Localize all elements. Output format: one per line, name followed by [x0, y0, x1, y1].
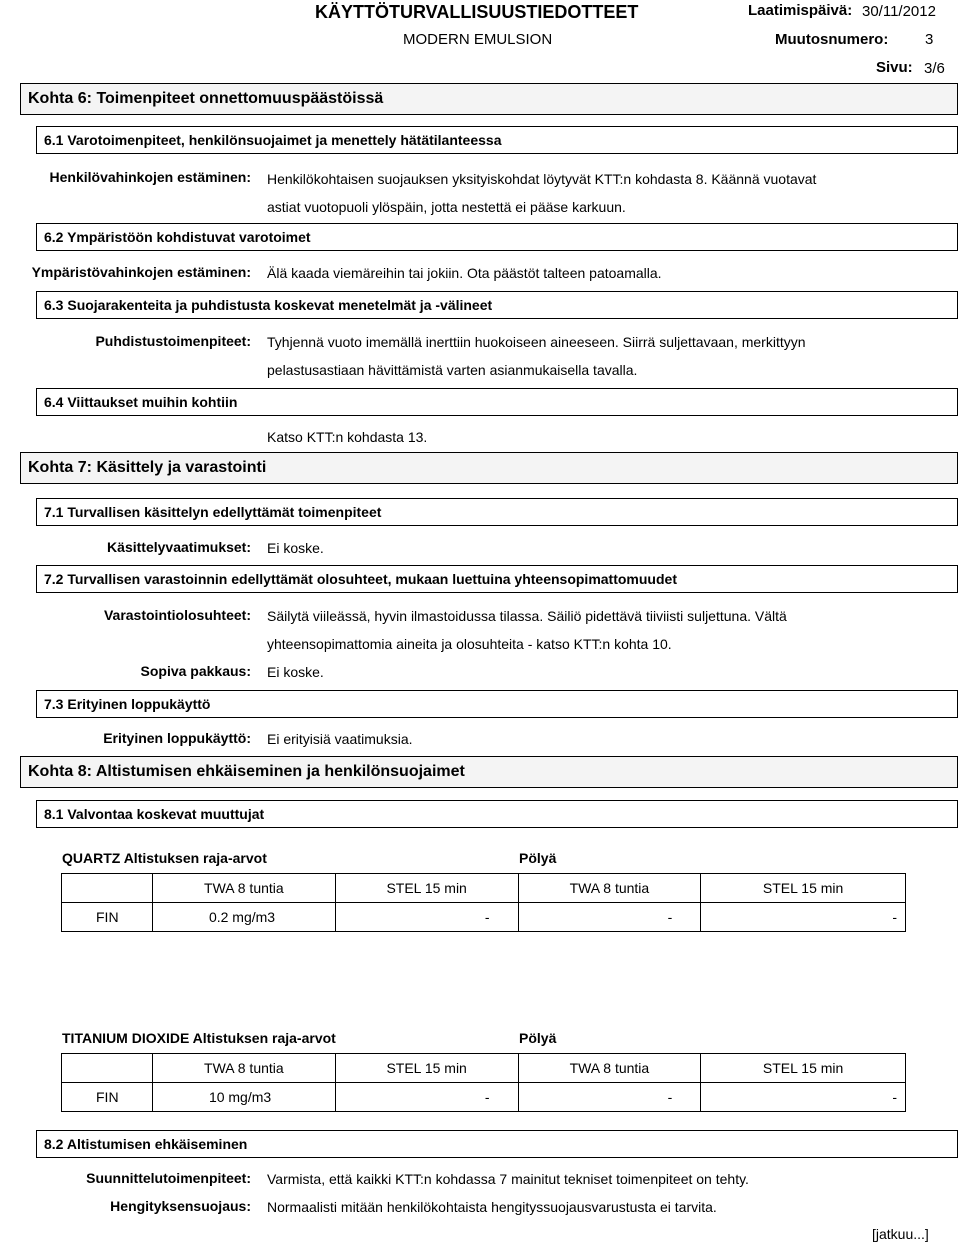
subsection-8-2-header [36, 1130, 958, 1158]
quartz-dust-label: Pölyä [519, 850, 557, 866]
table-cell: - [701, 903, 906, 932]
table-cell: FIN [62, 1083, 153, 1112]
personal-precautions-label: Henkilövahinkojen estäminen: [49, 169, 251, 185]
quartz-limits-title: QUARTZ Altistuksen raja-arvot [62, 850, 267, 866]
storage-line2: yhteensopimattomia aineita ja olosuhteita - katso KTT:n kohta 10. [267, 636, 672, 652]
reference-value: Katso KTT:n kohdasta 13. [267, 429, 428, 445]
environmental-value: Älä kaada viemäreihin tai jokiin. Ota päästöt talteen patoamalla. [267, 265, 662, 281]
product-name: MODERN EMULSION [403, 31, 553, 48]
subsection-6-3-title: 6.3 Suojarakenteita ja puhdistusta koskevat menetelmät ja -välineet [44, 297, 493, 313]
personal-precautions-line1: Henkilökohtaisen suojauksen yksityiskohdat löytyvät KTT:n kohdasta 8. Käännä vuotavat [267, 171, 817, 187]
table-cell: - [518, 1083, 701, 1112]
packaging-value: Ei koske. [267, 664, 324, 680]
subsection-6-3-header [36, 291, 958, 319]
subsection-7-3-title: 7.3 Erityinen loppukäyttö [44, 696, 211, 712]
storage-label: Varastointiolosuhteet: [103, 607, 251, 623]
tio2-dust-label: Pölyä [519, 1030, 557, 1046]
cleanup-line2: pelastusastiaan hävittämistä varten asianmukaisella tavalla. [267, 362, 638, 378]
handling-label: Käsittelyvaatimukset: [107, 539, 251, 555]
table-row [62, 1083, 906, 1112]
table-cell: STEL 15 min [335, 1054, 518, 1083]
section-8-title: Kohta 8: Altistumisen ehkäiseminen ja henkilönsuojaimet [28, 763, 465, 780]
section-6-title: Kohta 6: Toimenpiteet onnettomuuspäästöissä [28, 90, 384, 107]
subsection-6-4-header [36, 388, 958, 416]
table-cell [62, 1054, 153, 1083]
table-cell: 10 mg/m3 [152, 1083, 335, 1112]
subsection-6-2-title: 6.2 Ympäristöön kohdistuvat varotoimet [44, 229, 311, 245]
table-cell: - [335, 1083, 518, 1112]
date-label: Laatimispäivä: [748, 2, 853, 19]
tio2-limits-title: TITANIUM DIOXIDE Altistuksen raja-arvot [62, 1030, 336, 1046]
end-use-value: Ei erityisiä vaatimuksia. [267, 731, 413, 747]
subsection-6-1-header [36, 126, 958, 154]
table-cell: TWA 8 tuntia [518, 874, 701, 903]
section-7-title: Kohta 7: Käsittely ja varastointi [28, 459, 267, 476]
subsection-8-1-title: 8.1 Valvontaa koskevat muuttujat [44, 806, 265, 822]
respiratory-protection-label: Hengityksensuojaus: [110, 1198, 251, 1214]
revision-value: 3 [925, 31, 934, 48]
page-value: 3/6 [924, 60, 945, 77]
section-6-header [20, 83, 958, 115]
table-cell: FIN [62, 903, 153, 932]
subsection-8-1-header [36, 800, 958, 828]
subsection-6-2-header [36, 223, 958, 251]
personal-precautions-line2: astiat vuotopuoli ylöspäin, jotta nestettä ei pääse karkuun. [267, 199, 626, 215]
continued-marker: [jatkuu...] [872, 1226, 929, 1242]
tio2-limits-table [61, 1053, 906, 1112]
revision-label: Muutosnumero: [775, 31, 889, 48]
table-cell: TWA 8 tuntia [518, 1054, 701, 1083]
packaging-label: Sopiva pakkaus: [140, 663, 251, 679]
table-cell: - [518, 903, 701, 932]
section-8-header [20, 756, 958, 788]
subsection-7-2-title: 7.2 Turvallisen varastoinnin edellyttämät olosuhteet, mukaan luettuina yhteensopimattomuudet [44, 571, 677, 587]
table-cell [62, 874, 153, 903]
engineering-controls-label: Suunnittelutoimenpiteet: [86, 1170, 251, 1186]
subsection-7-3-header [36, 690, 958, 718]
subsection-7-2-header [36, 565, 958, 593]
page-label: Sivu: [876, 59, 913, 76]
table-cell: STEL 15 min [701, 1054, 906, 1083]
subsection-7-1-title: 7.1 Turvallisen käsittelyn edellyttämät toimenpiteet [44, 504, 382, 520]
quartz-limits-table [61, 873, 906, 932]
table-header-row [62, 874, 906, 903]
table-cell: 0.2 mg/m3 [152, 903, 335, 932]
subsection-6-1-title: 6.1 Varotoimenpiteet, henkilönsuojaimet ja menettely hätätilanteessa [44, 132, 502, 148]
subsection-7-1-header [36, 498, 958, 526]
cleanup-line1: Tyhjennä vuoto imemällä inerttiin huokoiseen aineeseen. Siirrä suljettavaan, merkittyyn [267, 334, 806, 350]
table-cell: STEL 15 min [701, 874, 906, 903]
cleanup-label: Puhdistustoimenpiteet: [95, 333, 251, 349]
document-title: KÄYTTÖTURVALLISUUSTIEDOTTEET [315, 2, 639, 22]
table-cell: TWA 8 tuntia [152, 874, 335, 903]
table-cell: STEL 15 min [335, 874, 518, 903]
subsection-6-4-title: 6.4 Viittaukset muihin kohtiin [44, 394, 238, 410]
environmental-label: Ympäristövahinkojen estäminen: [31, 264, 251, 280]
respiratory-protection-value: Normaalisti mitään henkilökohtaista hengityssuojausvarustusta ei tarvita. [267, 1199, 717, 1215]
subsection-8-2-title: 8.2 Altistumisen ehkäiseminen [44, 1136, 248, 1152]
table-cell: - [701, 1083, 906, 1112]
handling-value: Ei koske. [267, 540, 324, 556]
section-7-header [20, 452, 958, 484]
table-row [62, 903, 906, 932]
storage-line1: Säilytä viileässä, hyvin ilmastoidussa tilassa. Säiliö pidettävä tiiviisti suljettuna. Vältä [267, 608, 787, 624]
table-header-row [62, 1054, 906, 1083]
table-cell: TWA 8 tuntia [152, 1054, 335, 1083]
table-cell: - [335, 903, 518, 932]
date-value: 30/11/2012 [862, 3, 936, 20]
engineering-controls-value: Varmista, että kaikki KTT:n kohdassa 7 mainitut tekniset toimenpiteet on tehty. [267, 1171, 749, 1187]
end-use-label: Erityinen loppukäyttö: [103, 730, 251, 746]
